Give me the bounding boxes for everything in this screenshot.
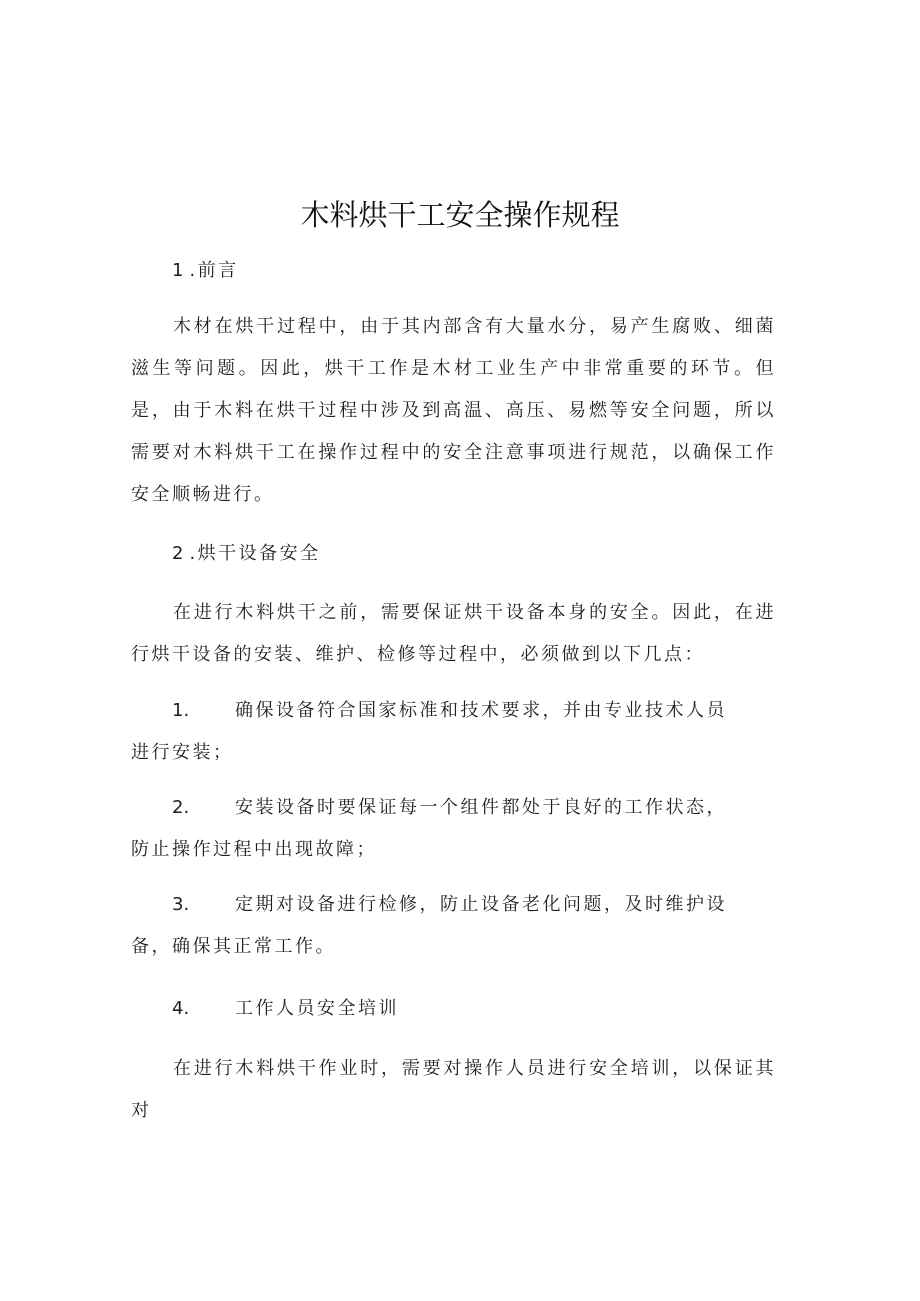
section-2-heading-text: .烘干设备安全 bbox=[189, 543, 321, 564]
section-1-number: 1 bbox=[172, 260, 190, 281]
list-item bbox=[131, 988, 741, 1030]
list-item-text: 确保设备符合国家标准和技术要求，并由专业技术人员进行安装； bbox=[131, 700, 727, 763]
section-2-number: 2 bbox=[172, 543, 190, 564]
list-item-number: 2. bbox=[172, 797, 190, 818]
list-item-text: 定期对设备进行检修，防止设备老化问题，及时维护设备，确保其正常工作。 bbox=[131, 894, 727, 957]
list-item bbox=[131, 690, 741, 774]
section-2-heading bbox=[172, 539, 321, 569]
document-title: 木料烘干工安全操作规程 bbox=[300, 198, 620, 232]
list-item-text: 安装设备时要保证每一个组件都处于良好的工作状态，防止操作过程中出现故障； bbox=[131, 797, 727, 860]
list-item-number: 4. bbox=[172, 998, 190, 1019]
section-2-paragraph: 在进行木料烘干之前，需要保证烘干设备本身的安全。因此，在进行烘干设备的安装、维护、检修等过程中，必须做到以下几点： bbox=[131, 602, 776, 665]
section-1-paragraph: 木材在烘干过程中，由于其内部含有大量水分，易产生腐败、细菌滋生等问题。因此，烘干工作是木材工业生产中非常重要的环节。但是，由于木料在烘干过程中涉及到高温、高压、易燃等安全问题，所以需要对木料烘干工在操作过程中的安全注意事项进行规范，以确保工作安全顺畅进行。 bbox=[131, 316, 776, 505]
list-item bbox=[131, 787, 741, 871]
list-item-number: 3. bbox=[172, 894, 190, 915]
list-item bbox=[131, 884, 741, 968]
section-1-heading-text: .前言 bbox=[189, 260, 239, 281]
list-item-text: 工作人员安全培训 bbox=[235, 998, 399, 1019]
section-2-closing-paragraph: 在进行木料烘干作业时，需要对操作人员进行安全培训，以保证其对 bbox=[131, 1058, 776, 1121]
section-1-heading bbox=[172, 256, 239, 286]
list-item-number: 1. bbox=[172, 700, 190, 721]
